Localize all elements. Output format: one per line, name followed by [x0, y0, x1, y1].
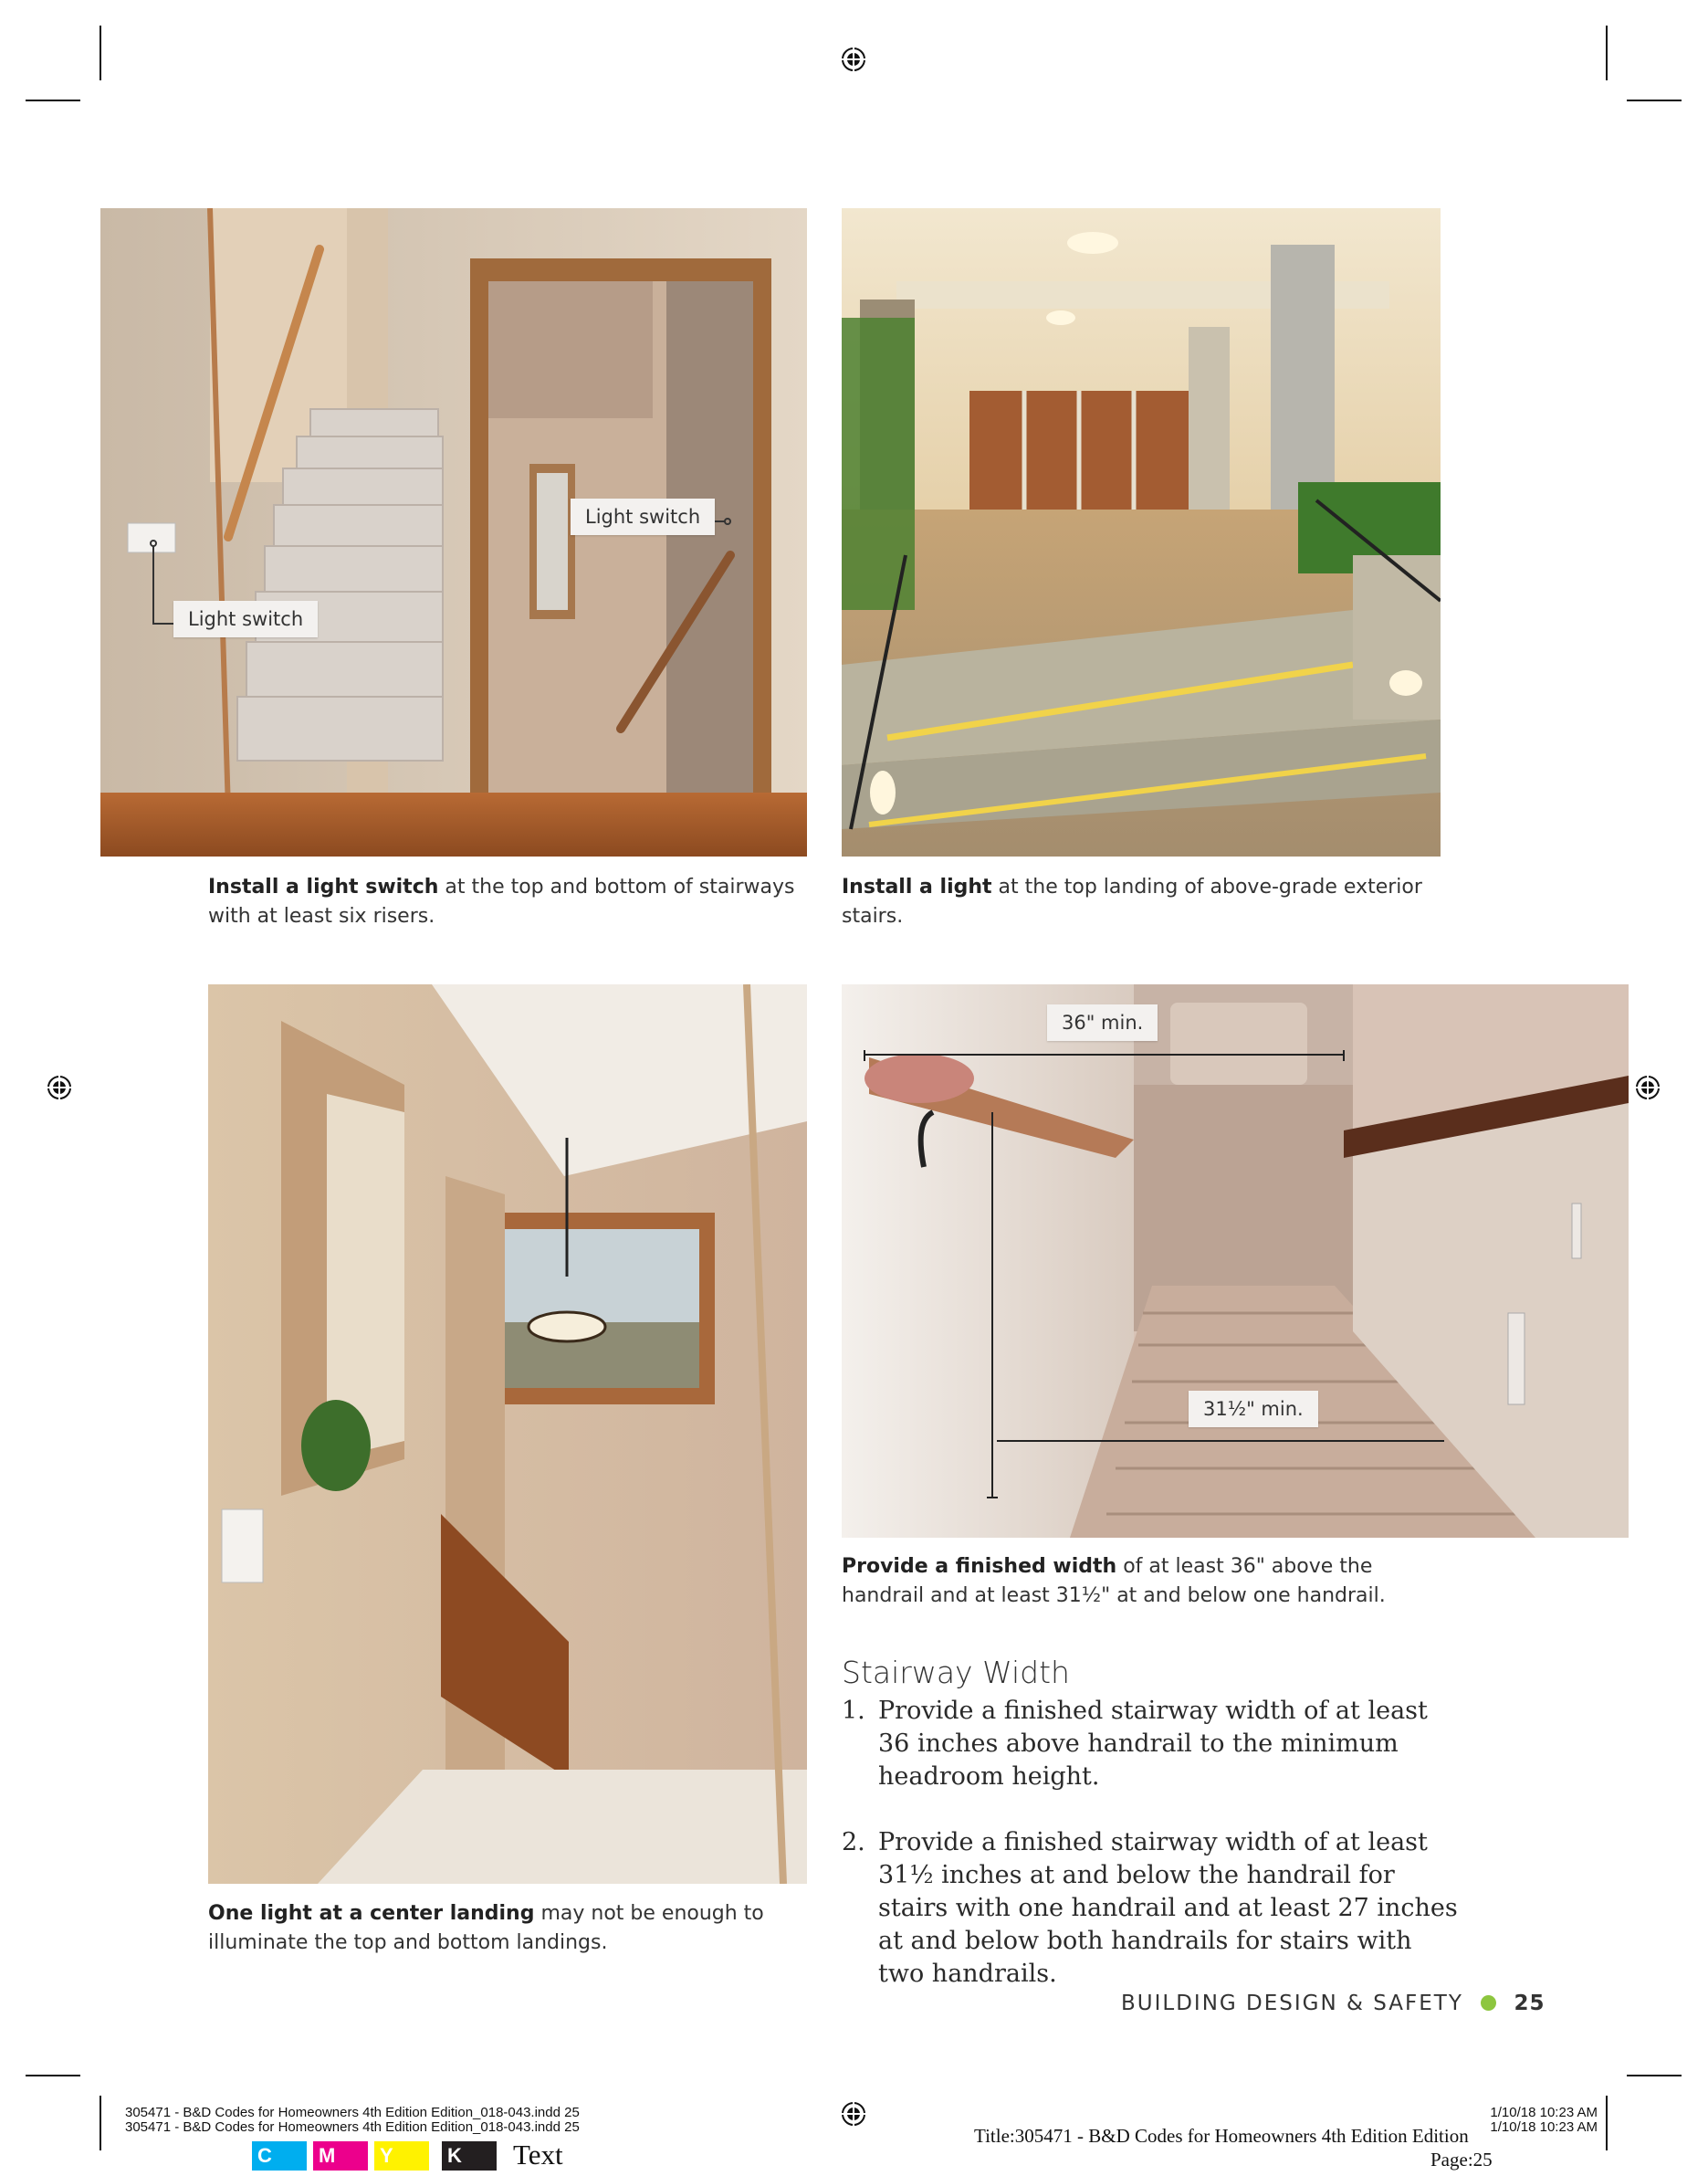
registration-mark-icon: [46, 1074, 73, 1101]
slug-line: 305471 - B&D Codes for Homeowners 4th Edition Edition_018-043.indd 25: [125, 2105, 580, 2120]
requirements-list: [842, 1695, 1462, 2024]
caption-text: of at least 36" above the handrail and at least 31½" at and below one handrail.: [842, 1555, 1386, 1607]
registration-mark-icon: [840, 2100, 867, 2128]
swatch-black: K: [442, 2141, 497, 2171]
swatch-cyan: C: [252, 2141, 307, 2171]
crop-mark: [100, 2096, 101, 2150]
crop-mark: [1606, 26, 1608, 80]
photo-interior-stairs: [100, 208, 807, 857]
photo-exterior-stairs: [842, 208, 1441, 857]
section-heading: Stairway Width: [842, 1655, 1070, 1690]
slug-file-info: [125, 2106, 580, 2135]
list-item: [842, 1826, 1462, 1991]
slug-date: 1/10/18 10:23 AM: [1490, 2119, 1598, 2135]
dimension-label-31-half-min: 31½" min.: [1189, 1391, 1318, 1427]
crop-mark: [1627, 100, 1682, 101]
crop-mark: [1627, 2075, 1682, 2076]
slug-page: Page:25: [1430, 2149, 1493, 2171]
page-number: 25: [1514, 1992, 1546, 2015]
caption-light-switch: [208, 873, 811, 931]
crop-mark: [26, 2075, 80, 2076]
list-item: [842, 1695, 1462, 1793]
caption-finished-width: [842, 1552, 1444, 1611]
running-footer-text: BUILDING DESIGN & SAFETY: [1121, 1992, 1463, 2015]
caption-bold: Provide a finished width: [842, 1555, 1117, 1578]
registration-mark-icon: [1634, 1074, 1661, 1101]
swatch-text-label: Text: [513, 2139, 563, 2171]
caption-bold: One light at a center landing: [208, 1902, 535, 1925]
crop-mark: [26, 100, 80, 101]
caption-bold: Install a light: [842, 876, 992, 899]
list-item-number: 1.: [842, 1697, 865, 1725]
list-item-number: 2.: [842, 1828, 865, 1856]
photo-center-landing: [208, 984, 807, 1884]
caption-bold: Install a light switch: [208, 876, 439, 899]
caption-text: at the top and bottom of stairways with at least six risers.: [208, 876, 795, 928]
swatch-yellow: Y: [374, 2141, 429, 2171]
caption-center-landing: [208, 1899, 811, 1958]
swatch-magenta: M: [313, 2141, 368, 2171]
slug-date: 1/10/18 10:23 AM: [1490, 2105, 1598, 2120]
running-footer: [1121, 1992, 1546, 2015]
slug-date-info: [1470, 2106, 1598, 2135]
registration-mark-icon: [840, 46, 867, 73]
caption-text: at the top landing of above-grade exterior stairs.: [842, 876, 1422, 928]
callout-light-switch-top: Light switch: [571, 499, 715, 535]
green-dot-icon: [1481, 1995, 1496, 2011]
crop-mark: [100, 26, 101, 80]
callout-light-switch-bottom: Light switch: [173, 601, 318, 637]
list-item-text: Provide a finished stairway width of at least 31½ inches at and below the handrail for stairs with one handrail and at least 27 inches at and below both handrails for stairs with two handrails.: [878, 1828, 1458, 1988]
caption-text: may not be enough to illuminate the top and bottom landings.: [208, 1902, 764, 1954]
photo-stairway-width: [842, 984, 1629, 1538]
list-item-text: Provide a finished stairway width of at least 36 inches above handrail to the minimum headroom height.: [878, 1697, 1428, 1791]
caption-exterior-light: [842, 873, 1444, 931]
slug-title: Title:305471 - B&D Codes for Homeowners 4th Edition Edition: [974, 2125, 1469, 2147]
crop-mark: [1606, 2096, 1608, 2150]
dimension-label-36-min: 36" min.: [1047, 1004, 1158, 1041]
slug-line: 305471 - B&D Codes for Homeowners 4th Edition Edition_018-043.indd 25: [125, 2119, 580, 2135]
